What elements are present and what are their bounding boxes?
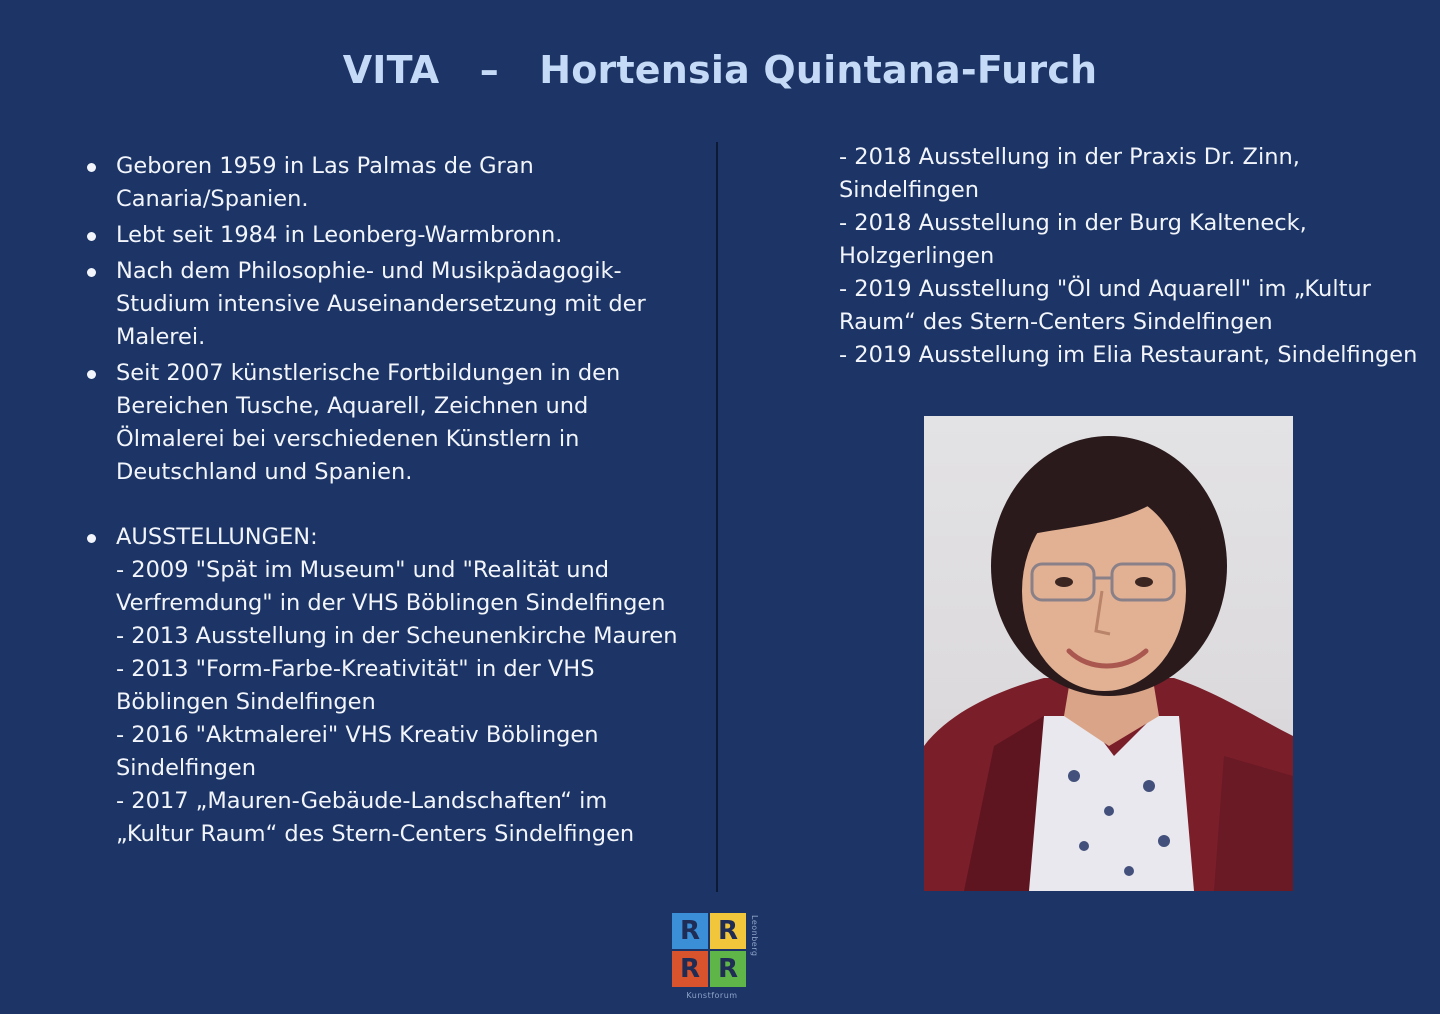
bio-item-studies: Nach dem Philosophie- und Musikpädagogik-Studium intensive Auseinandersetzung mit der Malerei. — [80, 255, 690, 354]
exhibition-entry: - 2017 „Mauren-Gebäude-Landschaften“ im „Kultur Raum“ des Stern-Centers Sindelfingen — [116, 788, 635, 847]
logo-tile: R — [672, 913, 708, 949]
logo-side-text: Leonberg — [750, 915, 759, 957]
page-title: VITA – Hortensia Quintana-Furch — [342, 48, 1098, 92]
artist-portrait-photo — [924, 416, 1293, 891]
exhibition-entry: - 2013 Ausstellung in der Scheunenkirche Mauren — [116, 623, 678, 649]
exhibition-entry: - 2019 Ausstellung "Öl und Aquarell" im „Kultur Raum“ des Stern-Centers Sindelfingen — [839, 276, 1371, 335]
exhibition-entry: - 2018 Ausstellung in der Praxis Dr. Zinn, Sindelfingen — [839, 144, 1300, 203]
exhibition-entry: - 2019 Ausstellung im Elia Restaurant, Sindelfingen — [839, 342, 1418, 368]
portrait-illustration — [924, 416, 1293, 891]
exhibition-entry: - 2009 "Spät im Museum" und "Realität und Verfremdung" in der VHS Böblingen Sindelfingen — [116, 557, 666, 616]
biography-column — [80, 150, 690, 854]
bio-item-training: Seit 2007 künstlerische Fortbildungen in den Bereichen Tusche, Aquarell, Zeichnen und Ölmalerei bei verschiedenen Künstlern in Deutschland und Spanien. — [80, 357, 690, 489]
logo-bottom-text: Kunstforum — [686, 991, 738, 1000]
bio-item-residence: Lebt seit 1984 in Leonberg-Warmbronn. — [80, 219, 690, 252]
exhibitions-continued-column — [839, 141, 1429, 372]
biography-list — [80, 150, 690, 851]
logo-tile: R — [710, 913, 746, 949]
exhibition-entry: - 2013 "Form-Farbe-Kreativität" in der VHS Böblingen Sindelfingen — [116, 656, 595, 715]
exhibitions-item — [80, 521, 690, 851]
exhibition-entry: - 2016 "Aktmalerei" VHS Kreativ Böblingen Sindelfingen — [116, 722, 599, 781]
logo-tile: R — [672, 951, 708, 987]
bio-item-birth: Geboren 1959 in Las Palmas de Gran Canaria/Spanien. — [80, 150, 690, 216]
column-divider — [716, 142, 718, 892]
logo-tile: R — [710, 951, 746, 987]
kunstforum-logo — [672, 913, 768, 1003]
exhibitions-heading: AUSSTELLUNGEN: — [116, 524, 318, 550]
logo-tiles — [672, 913, 746, 987]
exhibition-entry: - 2018 Ausstellung in der Burg Kalteneck, Holzgerlingen — [839, 210, 1307, 269]
